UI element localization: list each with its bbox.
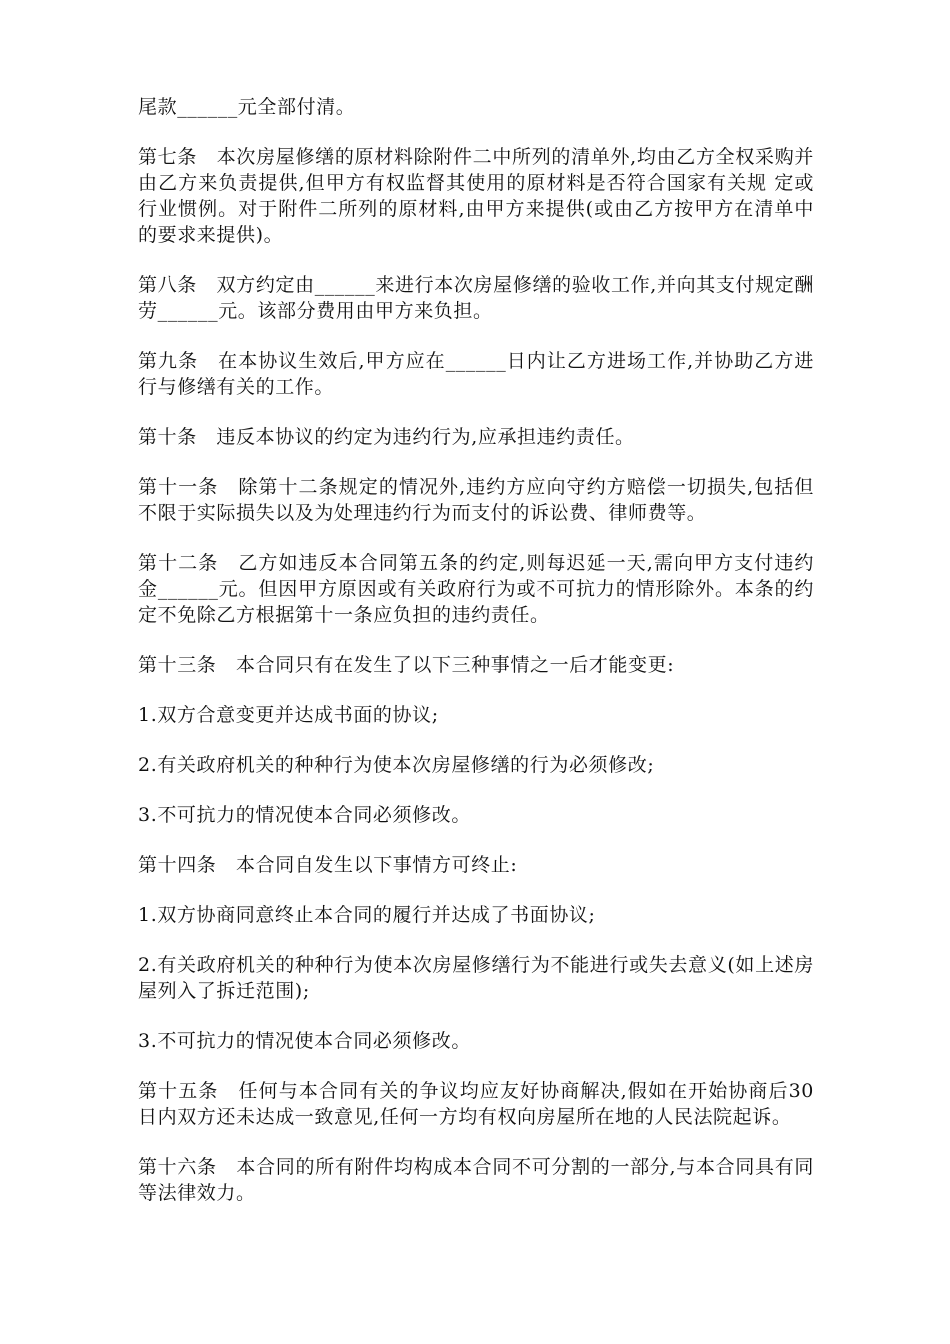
- article-16: 第十六条 本合同的所有附件均构成本合同不可分割的一部分,与本合同具有同等法律效力。: [138, 1156, 814, 1204]
- article-10: 第十条 违反本协议的约定为违约行为,应承担违约责任。: [138, 426, 635, 448]
- article-11: 第十一条 除第十二条规定的情况外,违约方应向守约方赔偿一切损失,包括但不限于实际损失以及为处理违约行为而支付的诉讼费、律师费等。: [138, 476, 814, 524]
- article-7: 第七条 本次房屋修缮的原材料除附件二中所列的清单外,均由乙方全权采购并由乙方来负责提供,但甲方有权监督其使用的原材料是否符合国家有关规 定或行业惯例。对于附件二所列的原材料,由甲方来提供(或由乙方按甲方在清单中的要求来提供)。: [138, 146, 814, 246]
- paragraph-balance-payment: 尾款______元全部付清。: [138, 96, 356, 118]
- article-14: 第十四条 本合同自发生以下事情方可终止:: [138, 854, 518, 876]
- article-14-item-1: 1.双方协商同意终止本合同的履行并达成了书面协议;: [138, 904, 596, 926]
- article-13: 第十三条 本合同只有在发生了以下三种事情之一后才能变更:: [138, 654, 675, 676]
- article-9: 第九条 在本协议生效后,甲方应在______日内让乙方进场工作,并协助乙方进行与修缮有关的工作。: [138, 350, 814, 398]
- document-page: [138, 94, 814, 1230]
- article-15: 第十五条 任何与本合同有关的争议均应友好协商解决,假如在开始协商后30日内双方还未达成一致意见,任何一方均有权向房屋所在地的人民法院起诉。: [138, 1080, 814, 1128]
- article-13-item-3: 3.不可抗力的情况使本合同必须修改。: [138, 804, 471, 826]
- article-13-item-2: 2.有关政府机关的种种行为使本次房屋修缮的行为必须修改;: [138, 754, 655, 776]
- article-14-item-2: 2.有关政府机关的种种行为使本次房屋修缮行为不能进行或失去意义(如上述房屋列入了拆迁范围);: [138, 954, 814, 1002]
- article-12: 第十二条 乙方如违反本合同第五条的约定,则每迟延一天,需向甲方支付违约金______元。但因甲方原因或有关政府行为或不可抗力的情形除外。本条的约定不免除乙方根据第十一条应负担的违约责任。: [138, 552, 814, 626]
- article-13-item-1: 1.双方合意变更并达成书面的协议;: [138, 704, 439, 726]
- article-8: 第八条 双方约定由______来进行本次房屋修缮的验收工作,并向其支付规定酬劳______元。该部分费用由甲方来负担。: [138, 274, 814, 322]
- article-14-item-3: 3.不可抗力的情况使本合同必须修改。: [138, 1030, 471, 1052]
